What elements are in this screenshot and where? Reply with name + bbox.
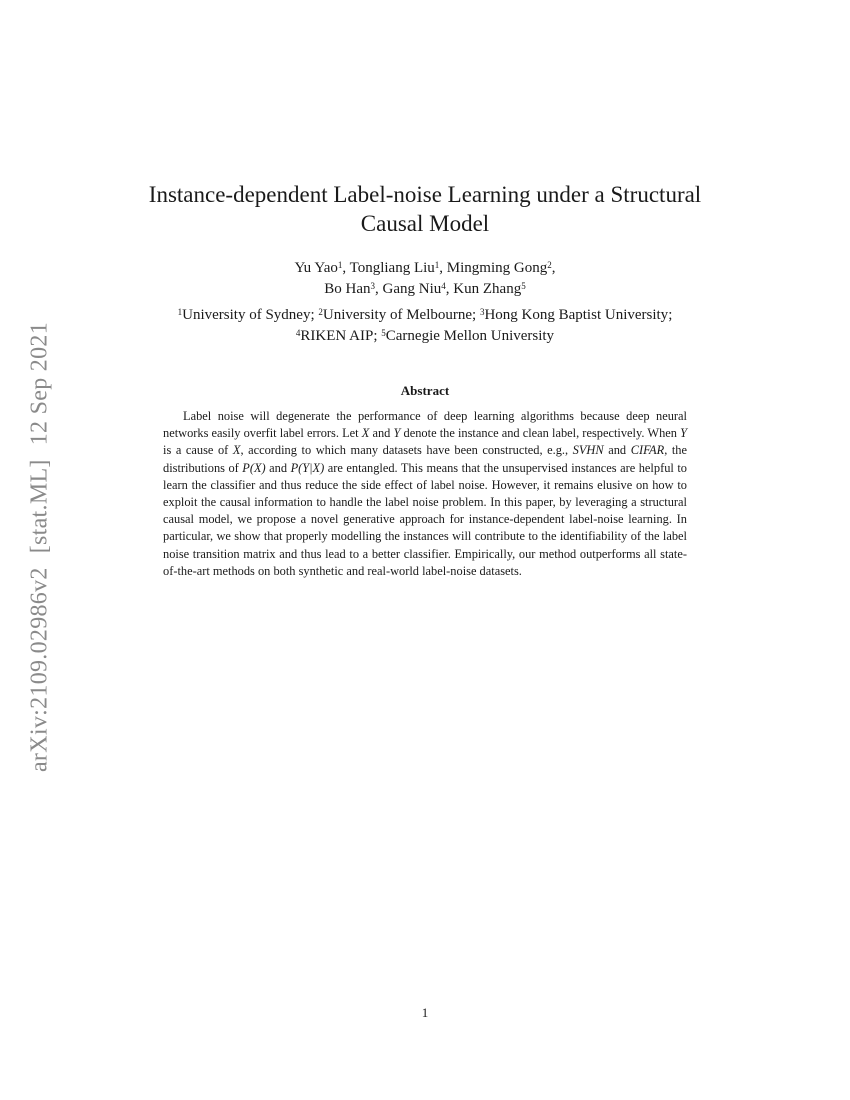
arxiv-category: [stat.ML]: [26, 459, 53, 554]
author: Yu Yao$^1$,: [294, 260, 350, 276]
math-expression: P(Y|X): [290, 460, 325, 475]
arxiv-date: 12 Sep 2021: [26, 321, 53, 446]
affiliation: $^3$Hong Kong Baptist University;: [479, 307, 673, 323]
dataset-name: SVHN: [572, 443, 604, 458]
title-line-1: Instance-dependent Label-noise Learning under a Structural: [148, 182, 702, 207]
affiliation-list: [100, 305, 750, 347]
abstract-body: Label noise will degenerate the performance of deep learning algorithms because deep neural networks easily overfit label errors. Let X and Y denote the instance and clean label, respectively. When Y is a cause of X, according to which many datasets have been constructed, e.g., SVHN and CIFAR, the distributions of P(X) and P(Y|X) are entangled. This means that the unsupervised instances are helpful to learn the classifier and thus reduce the side effect of label noise. However, it remains elusive on how to exploit the causal information to handle the label noise problem. In this paper, by leveraging a structural causal model, we propose a novel generative approach for instance-dependent label-noise learning. In particular, we show that properly modelling the instances will contribute to the identifiability of the label noise transition matrix and thus lead to a better classifier. Empirically, our method outperforms all state-of-the-art methods on both synthetic and real-world label-noise datasets.: [163, 409, 688, 578]
affiliation: $^1$University of Sydney;: [177, 307, 319, 323]
author: Gang Niu$^4$,: [382, 281, 454, 297]
author: Mingming Gong$^2$,: [446, 260, 556, 276]
author: Kun Zhang$^5$: [453, 281, 526, 297]
page-number: 1: [421, 1005, 429, 1020]
arxiv-id: arXiv:2109.02986v2: [26, 567, 53, 773]
affiliation: $^5$Carnegie Mellon University: [381, 328, 555, 344]
dataset-name: CIFAR: [630, 443, 665, 458]
title-line-2: Causal Model: [360, 211, 490, 236]
affiliation: $^4$RIKEN AIP;: [295, 328, 382, 344]
math-expression: P(X): [242, 460, 266, 475]
author-list: [100, 258, 750, 300]
abstract-heading: Abstract: [400, 383, 450, 398]
arxiv-identifier-stamp: [27, 308, 54, 772]
author: Bo Han$^3$,: [324, 281, 383, 297]
affiliation: $^2$University of Melbourne;: [318, 307, 480, 323]
paper-title: [100, 180, 750, 238]
author: Tongliang Liu$^1$,: [349, 260, 447, 276]
